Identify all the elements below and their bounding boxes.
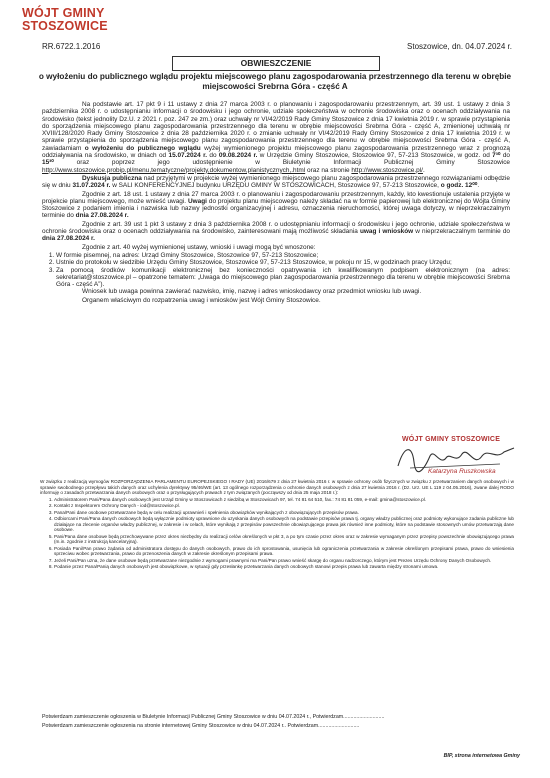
submission-methods-intro: Zgodnie z art. 40 wyżej wymienionej ustawy, wnioski i uwagi mogą być wnoszone:: [82, 243, 316, 251]
competent-authority-note: Organem właściwym do rozpatrzenia uwag i wniosków jest Wójt Gminy Stoszowice.: [82, 296, 321, 304]
gdpr-list: [40, 497, 514, 570]
bip-link[interactable]: http://www.stoszowice.probip.pl/menu,tematyczne/projekty,dokumentow,planistycznych,.html: [42, 166, 306, 174]
publication-confirmations: [42, 713, 512, 730]
footer-note: BIP, strona internetowa Gminy: [443, 753, 520, 759]
issuer-line-2: STOSZOWICE: [22, 19, 108, 33]
submission-methods-list: [42, 252, 510, 288]
signatory-name: Katarzyna Ruszkowska: [428, 468, 496, 475]
gdpr-intro: W związku z realizacją wymogów ROZPORZĄDZENIA PARLAMENTU EUROPEJSKIEGO I RADY (UE) 2016/679 z dnia 27 kwietnia 2016 r. w sprawie ochrony osób fizycznych w związku z przetwarzaniem danych osobowych i w sprawie swobodnego przepływu takich danych oraz uchylenia dyrektywy 95/46/WE (art. 13 ogólnego rozporządzenia o ochronie danych osobowych z dnia 27 kwietnia 2016 r. (Dz. Urz. UE L 119 z 04.05.2016), zwane dalej RODO informuję o zasadach przetwarzania danych osobowych oraz o przysługujących prawach z tym związanych (począwszy od dnia 25 maja 2018 r.):: [40, 479, 514, 496]
list-item: 3. Za pomocą środków komunikacji elektronicznej bez konieczności opatrywania ich kwalifikowanym podpisem elektronicznym (na adres: sekretariat@stoszowice.pl – opatrzone tematem: „Uwaga do miejscowego plan zagospodarowania przestrzennego dla terenu w obrębie miejscowości Srebrna Góra - część A”).: [56, 267, 510, 289]
list-item: 8. Podanie przez Pana/Panią danych osobowych jest obowiązkowe, w sytuacji gdy przesłankę przetwarzania danych osobowych stanowi przepis prawa lub zawarta między stronami umowa.: [54, 564, 514, 570]
gdpr-clause: [40, 479, 514, 570]
issuer-line-1: WÓJT GMINY: [22, 6, 105, 20]
issuer-header: [22, 7, 108, 33]
list-item: 5. Pani/Pana dane osobowe będą przechowywane przez okres niezbędny do realizacji celów określonych w pkt 3, a po tym czasie przez okres oraz w zakresie wymaganym przez przepisy powszechnie obowiązującego prawa (m.in. zgodnie z instrukcją kancelaryjną).: [54, 534, 514, 545]
signature-stamp: WÓJT GMINY STOSZOWICE: [402, 436, 501, 443]
list-item: 4. Odbiorcami Pani/Pana danych osobowych będą wyłącznie podmioty uprawnione do uzyskania danych osobowych na podstawie przepisów prawa tj. organy władzy publicznej oraz podmioty wykonujące zadania publiczne lub działające na zlecenie organów władzy publicznej, w zakresie i w celach, które wynikają z przepisów powszechnie obowiązującego prawa jak również inne podmioty, które na podstawie stosownych umów przetwarzają dane osobowe.: [54, 516, 514, 533]
signature-block: [390, 436, 530, 476]
list-item: 2. Ustnie do protokołu w siedzibie Urzędu Gminy Stoszowice, Stoszowice 97, 57-213 Stoszowice, w pokoju nr 15, w godzinach pracy Urzędu;: [56, 259, 510, 266]
legal-basis-paragraph: Na podstawie art. 17 pkt 9 i 11 ustawy z dnia 27 marca 2003 r. o planowaniu i zagospodarowaniu przestrzennym, art. 39 ust. 1 ustawy z dnia 3 października 2008 r. o udostępnianiu informacji o środowisku i jego ochronie, udziale społeczeństwa w ochronie środowiska oraz o ocenach oddziaływania na środowisko (tekst jednolity Dz.U. z 2021 r. poz. 247 ze zm.) oraz uchwały nr VI/42/2019 Rady Gminy Stoszowice z dnia 17 kwietnia 2019 r. w sprawie przystąpienia do sporządzenia miejscowego planu zagospodarowania przestrzennego dla terenu w obrębie miejscowości Srebrna Góra - część A, zmienionej uchwałą nr XVIII/128/2020 Rady Gminy Stoszowice z dnia 28 października 2020 r. o zmianie uchwały nr VI/42/2019 Rady Gminy Stoszowice z dnia 17 kwietnia 2019 r. w sprawie przystąpienia do sporządzenia miejscowego planu zagospodarowania przestrzennego dla terenu w obrębie miejscowości Srebrna Góra - część A, zawiadamiam o wyłożeniu do publicznego wglądu wyżej wymienionego projektu miejscowego planu zagospodarowania przestrzennego wraz z prognozą oddziaływania na środowisko, w dniach od 15.07.2024 r. do 09.08.2024 r. w Urzędzie Gminy Stoszowice, Stoszowice 97, 57-213 Stoszowice, w godz. od 7³⁰ do 15³⁰ oraz poprzez jego udostępnienie w Biuletynie Informacji Publicznej Gminy Stoszowice http://www.stoszowice.probip.pl/menu,tematyczne/projekty,dokumentow,planistycznych,.html oraz na stronie http://www.stoszowice.pl/.: [42, 101, 511, 174]
list-item: 1. Administratorem Pani/Pana danych osobowych jest Urząd Gminy w Stoszowicach z siedzibą w Stoszowicach 97, tel. 74 81 64 510, fax.: 74 81 81 059, e-mail: gmina@stoszowice.pl.: [54, 497, 514, 503]
request-content-note: Wniosek lub uwaga powinna zawierać nazwisko, imię, nazwę i adres wnioskodawcy oraz przedmiot wniosku lub uwagi.: [82, 288, 422, 296]
website-link[interactable]: http://www.stoszowice.pl/: [351, 166, 423, 174]
list-item: 3. Pana/Pani dane osobowe przetwarzane będą w celu realizacji uprawnień i spełnienia obowiązków wynikających z obowiązujących przepisów prawa.: [54, 510, 514, 516]
reference-number: RR.6722.1.2016: [42, 42, 101, 51]
bip-confirmation: Potwierdzam zamieszczenie ogłoszenia w Biuletynie Informacji Publicznej Gminy Stoszowice w dniu 04.07.2024 r., Potwierdzam............................: [42, 714, 385, 720]
document-title: OBWIESZCZENIE: [172, 56, 380, 71]
list-item: 6. Posiada Pani/Pan prawo żądania od administratora dostępu do danych osobowych, prawo do ich sprostowania, usunięcia lub ograniczenia przetwarzania w zakresie określonym przepisami prawa, prawo do wniesienia sprzeciwu wobec przetwarzania, prawo do przenoszenia danych w zakresie określonym przepisami prawa.: [54, 546, 514, 557]
public-debate-paragraph: Dyskusja publiczna nad przyjętymi w projekcie wyżej wymienionego miejscowego planu zagospodarowania przestrzennego rozwiązaniami odbędzie się w dniu 31.07.2024 r. w SALI KONFERENCYJNEJ budynku URZĘDU GMINY W STOSZOWICACH, Stoszowice 97, 57-213 Stoszowice, o godz. 12⁰⁰.: [42, 174, 510, 190]
website-confirmation: Potwierdzam zamieszczenie ogłoszenia na stronie internetowej Gminy Stoszowice w dniu 04.07.2024 r.. Potwierdzam............................: [42, 722, 360, 729]
place-date: Stoszowice, dn. 04.07.2024 r.: [407, 42, 512, 51]
list-item: 2. Kontakt z Inspektorem Ochrony Danych - iod@stoszowice.pl.: [54, 503, 514, 509]
plan-comments-paragraph: Zgodnie z art. 18 ust. 1 ustawy z dnia 27 marca 2003 r. o planowaniu i zagospodarowaniu przestrzennym, każdy, kto kwestionuje ustalenia przyjęte w projekcie planu miejscowego, może wnieść uwagi. Uwagi do projektu planu miejscowego należy składać na w formie papierowej lub elektronicznej do Wójta Gminy Stoszowice z podaniem imienia i nazwiska lub nazwy jednostki organizacyjnej i adresu, oznaczenia nieruchomości, której uwaga dotyczy, w nieprzekraczalnym terminie do dnia 27.08.2024 r.: [42, 190, 510, 220]
list-item: 7. Jeżeli Pani/Pan uzna, że dane osobowe będą przetwarzane niezgodnie z wymogami prawnymi ma Pani/Pan prawo wnieść skargę do organu nadzorczego, którym jest Prezes Urzędu Ochrony Danych Osobowych.: [54, 558, 514, 564]
document-subject: o wyłożeniu do publicznego wglądu projektu miejscowego planu zagospodarowania przestrzennego dla terenu w obrębie miejscowości Srebrna Góra - część A: [38, 72, 512, 91]
list-item: 1. W formie pisemnej, na adres: Urząd Gminy Stoszowice, Stoszowice 97, 57-213 Stoszowice;: [56, 252, 510, 259]
environment-comments-paragraph: Zgodnie z art. 39 ust 1 pkt 3 ustawy z dnia 3 października 2008 r. o udostępnianiu informacji o środowisku i jego ochronie, udziale społeczeństwa w ochronie środowiska oraz o ocenach oddziaływania na środowisko, zainteresowani mają możliwość składania uwag i wniosków w nieprzekraczalnym terminie do dnia 27.08.2024 r.: [42, 220, 510, 243]
notice-body: [42, 101, 510, 305]
